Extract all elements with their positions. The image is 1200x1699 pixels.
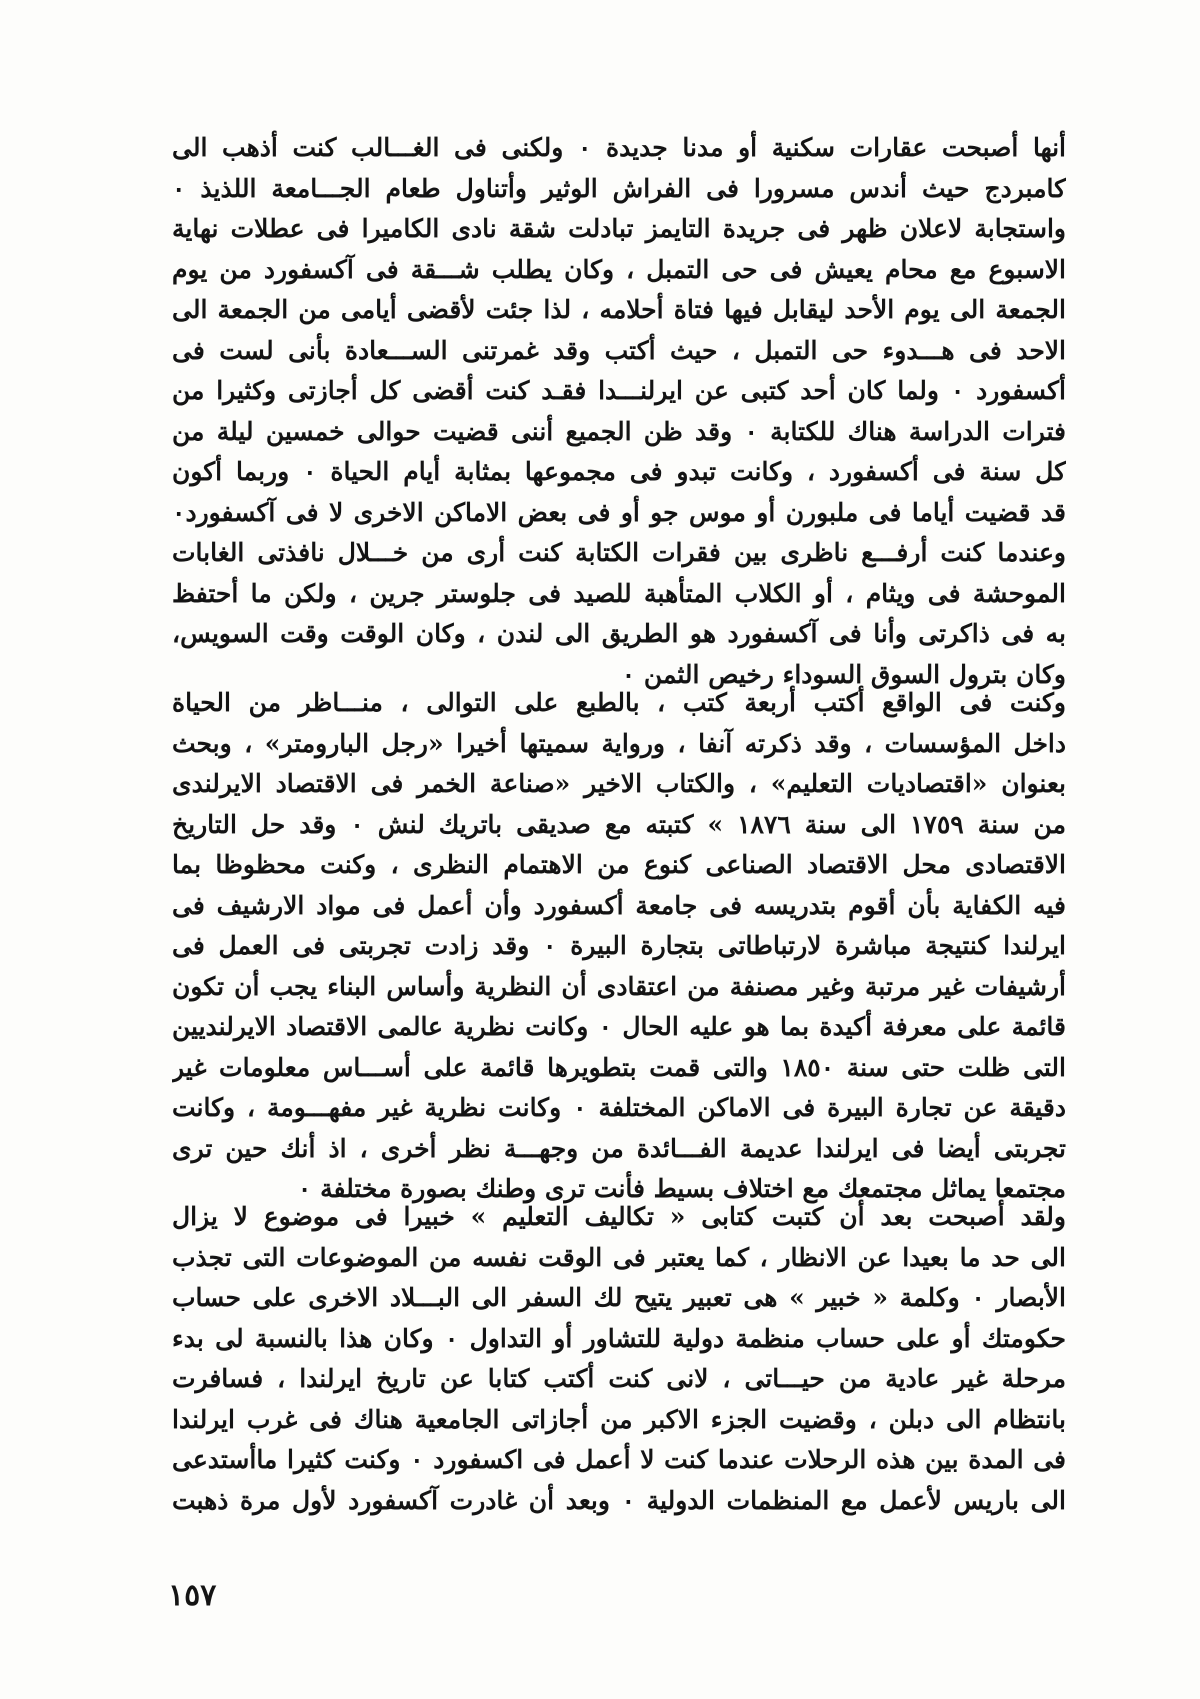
text-line: ولقد أصبحت بعد أن كتبت كتابى « تكاليف التعليم » خبيرا فى موضوع لا يزال	[172, 1202, 1066, 1231]
page-number: ١٥٧	[168, 1578, 217, 1613]
text-line: كامبردج حيث أندس مسرورا فى الفراش الوثير وأتناول طعام الجـــامعة اللذيذ ٠	[172, 173, 1066, 203]
text-line: فترات الدراسة هناك للكتابة ٠ وقد ظن الجميع أننى قضيت حوالى خمسين ليلة من	[172, 416, 1066, 446]
text-line: وعندما كنت أرفـــع ناظرى بين فقرات الكتابة كنت أرى من خـــلال نافذتى الغابات	[172, 538, 1066, 567]
text-line: التى ظلت حتى سنة ١٨٥٠ والتى قمت بتطويرها قائمة على أســـاس معلومات غير	[172, 1052, 1066, 1082]
text-line: وكنت فى الواقع أكتب أربعة كتب ، بالطبع على التوالى ، منـــاظر من الحياة	[172, 688, 1066, 717]
text-line: فيه الكفاية بأن أقوم بتدريسه فى جامعة أكسفورد وأن أعمل فى مواد الارشيف فى	[172, 890, 1066, 920]
text-line: الى حد ما بعيدا عن الانظار ، كما يعتبر فى الوقت نفسه من الموضوعات التى تجذب	[172, 1242, 1066, 1272]
text-line: وكان بترول السوق السوداء رخيص الثمن ٠	[621, 659, 1066, 689]
text-line: كل سنة فى أكسفورد ، وكانت تبدو فى مجموعها بمثابة أيام الحياة ٠ وربما أكون	[172, 457, 1066, 486]
text-line: داخل المؤسسات ، وقد ذكرته آنفا ، ورواية سميتها أخيرا «رجل البارومتر» ، وبحث	[172, 728, 1066, 758]
text-line: حكومتك أو على حساب منظمة دولية للتشاور أو التداول ٠ وكان هذا بالنسبة لى بدء	[172, 1323, 1066, 1353]
text-line: من سنة ١٧٥٩ الى سنة ١٨٧٦ » كتبته مع صديقى باتريك لنش ٠ وقد حل التاريخ	[172, 809, 1066, 839]
text-line: أنها أصبحت عقارات سكنية أو مدنا جديدة ٠ ولكنى فى الغـــالب كنت أذهب الى	[172, 133, 1066, 162]
text-line: الاسبوع مع محام يعيش فى حى التمبل ، وكان يطلب شـــقة فى آكسفورد من يوم	[172, 254, 1066, 284]
text-line: مرحلة غير عادية من حيـــاتى ، لانى كنت أكتب كتابا عن تاريخ ايرلندا ، فسافرت	[172, 1364, 1066, 1393]
text-line: الى باريس لأعمل مع المنظمات الدولية ٠ وبعد أن غادرت آكسفورد لأول مرة ذهبت	[172, 1485, 1066, 1515]
text-line: ايرلندا كنتيجة مباشرة لارتباطاتى بتجارة البيرة ٠ وقد زادت تجربتى فى العمل فى	[172, 931, 1066, 960]
text-line: بعنوان «اقتصاديات التعليم» ، والكتاب الاخير «صناعة الخمر فى الاقتصاد الايرلندى	[172, 769, 1066, 798]
text-line: مجتمعا يماثل مجتمعك مع اختلاف بسيط فأنت ترى وطنك بصورة مختلفة ٠	[297, 1174, 1066, 1203]
text-line: قد قضيت أياما فى ملبورن أو موس جو أو فى بعض الاماكن الاخرى لا فى آكسفورد٠	[172, 497, 1066, 527]
paragraph-3	[172, 1197, 1066, 1521]
text-line: الموحشة فى ويثام ، أو الكلاب المتأهبة للصيد فى جلوستر جرين ، ولكن ما أحتفظ	[172, 578, 1066, 608]
text-line: قائمة على معرفة أكيدة بما هو عليه الحال ٠ وكانت نظرية عالمى الاقتصاد الايرلنديين	[172, 1012, 1066, 1041]
text-line: فى المدة بين هذه الرحلات عندما كنت لا أعمل فى اكسفورد ٠ وكنت كثيرا ماأستدعى	[172, 1445, 1066, 1474]
text-line: أرشيفات غير مرتبة وغير مصنفة من اعتقادى أن النظرية وأساس البناء يجب أن تكون	[172, 971, 1066, 1001]
text-line: بانتظام الى دبلن ، وقضيت الجزء الاكبر من أجازاتى الجامعية هناك فى غرب ايرلندا	[172, 1404, 1066, 1434]
text-line: دقيقة عن تجارة البيرة فى الاماكن المختلفة ٠ وكانت نظرية غير مفهـــومة ، وكانت	[172, 1093, 1066, 1122]
text-line: الجمعة الى يوم الأحد ليقابل فيها فتاة أحلامه ، لذا جئت لأقضى أيامى من الجمعة الى	[172, 295, 1066, 324]
paragraph-2	[172, 683, 1066, 1210]
text-line: الاحد فى هـــدوء حى التمبل ، حيث أكتب وقد غمرتنى الســـعادة بأنى لست فى	[172, 335, 1066, 365]
paragraph-1	[172, 128, 1066, 695]
text-line: أكسفورد ٠ ولما كان أحد كتبى عن ايرلنـــدا فقـد كنت أقضى كل أجازتى وكثيرا من	[172, 376, 1066, 405]
text-line: به فى ذاكرتى وأنا فى آكسفورد هو الطريق الى لندن ، وكان الوقت وقت السويس،	[172, 619, 1066, 648]
text-line: تجربتى أيضا فى ايرلندا عديمة الفـــائدة من وجهـــة نظر أخرى ، اذ أنك حين ترى	[172, 1133, 1066, 1163]
text-line: الأبصار ٠ وكلمة « خبير » هى تعبير يتيح لك السفر الى البـــلاد الاخرى على حساب	[172, 1283, 1066, 1312]
text-line: الاقتصادى محل الاقتصاد الصناعى كنوع من الاهتمام النظرى ، وكنت محظوظا بما	[172, 850, 1066, 879]
text-line: واستجابة لاعلان ظهر فى جريدة التايمز تبادلت شقة نادى الكاميرا فى عطلات نهاية	[172, 214, 1066, 243]
